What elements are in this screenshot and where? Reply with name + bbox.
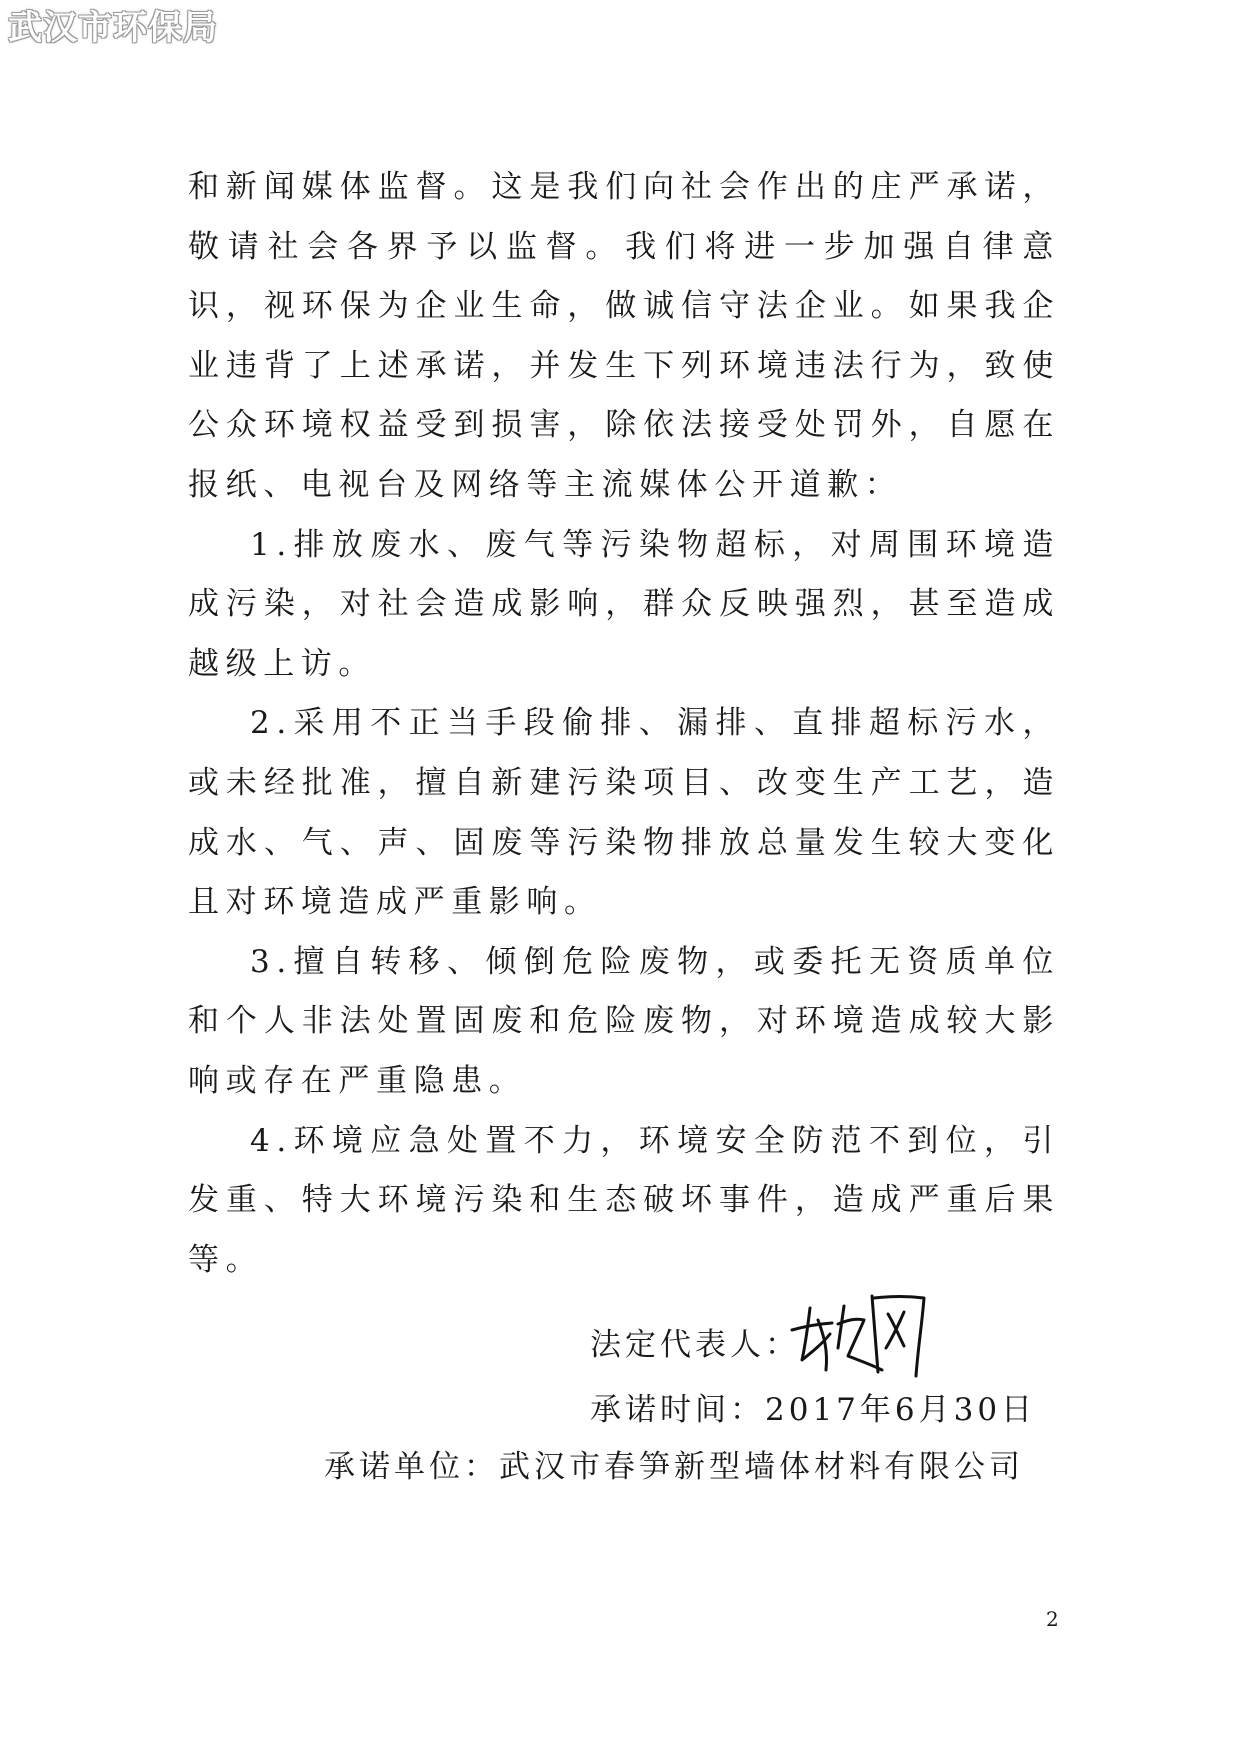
- commitment-item-1: 1.排放废水、废气等污染物超标，对周围环境造成污染，对社会造成影响，群众反映强烈，甚至造成越级上访。: [188, 526, 1060, 682]
- watermark: 武汉市环保局: [8, 8, 218, 48]
- intro-paragraph: 和新闻媒体监督。这是我们向社会作出的庄严承诺，敬请社会各界予以监督。我们将进一步加强自律意识，视环保为企业生命，做诚信守法企业。如果我企业违背了上述承诺，并发生下列环境违法行为，致使公众环境权益受到损害，除依法接受处罚外，自愿在报纸、电视台及网络等主流媒体公开道歉：: [188, 169, 1060, 503]
- document-body: [188, 158, 1060, 1290]
- handwritten-signature: [788, 1290, 938, 1380]
- commitment-item-3: 3.擅自转移、倾倒危险废物，或委托无资质单位和个人非法处置固废和危险废物，对环境造成较大影响或存在严重隐患。: [188, 943, 1060, 1099]
- commitment-date: 承诺时间：2017年6月30日: [590, 1392, 1037, 1428]
- commitment-item-4: 4.环境应急处置不力，环境安全防范不到位，引发重、特大环境污染和生态破坏事件，造成严重后果等。: [188, 1122, 1060, 1278]
- legal-representative-label: 法定代表人：: [590, 1327, 800, 1363]
- commitment-item-2: 2.采用不正当手段偷排、漏排、直排超标污水，或未经批准，擅自新建污染项目、改变生产工艺，造成水、气、声、固废等污染物排放总量发生较大变化且对环境造成严重影响。: [188, 705, 1060, 921]
- commitment-unit: 承诺单位：武汉市春笋新型墙体材料有限公司: [324, 1449, 1024, 1485]
- page-number: 2: [1046, 1607, 1059, 1631]
